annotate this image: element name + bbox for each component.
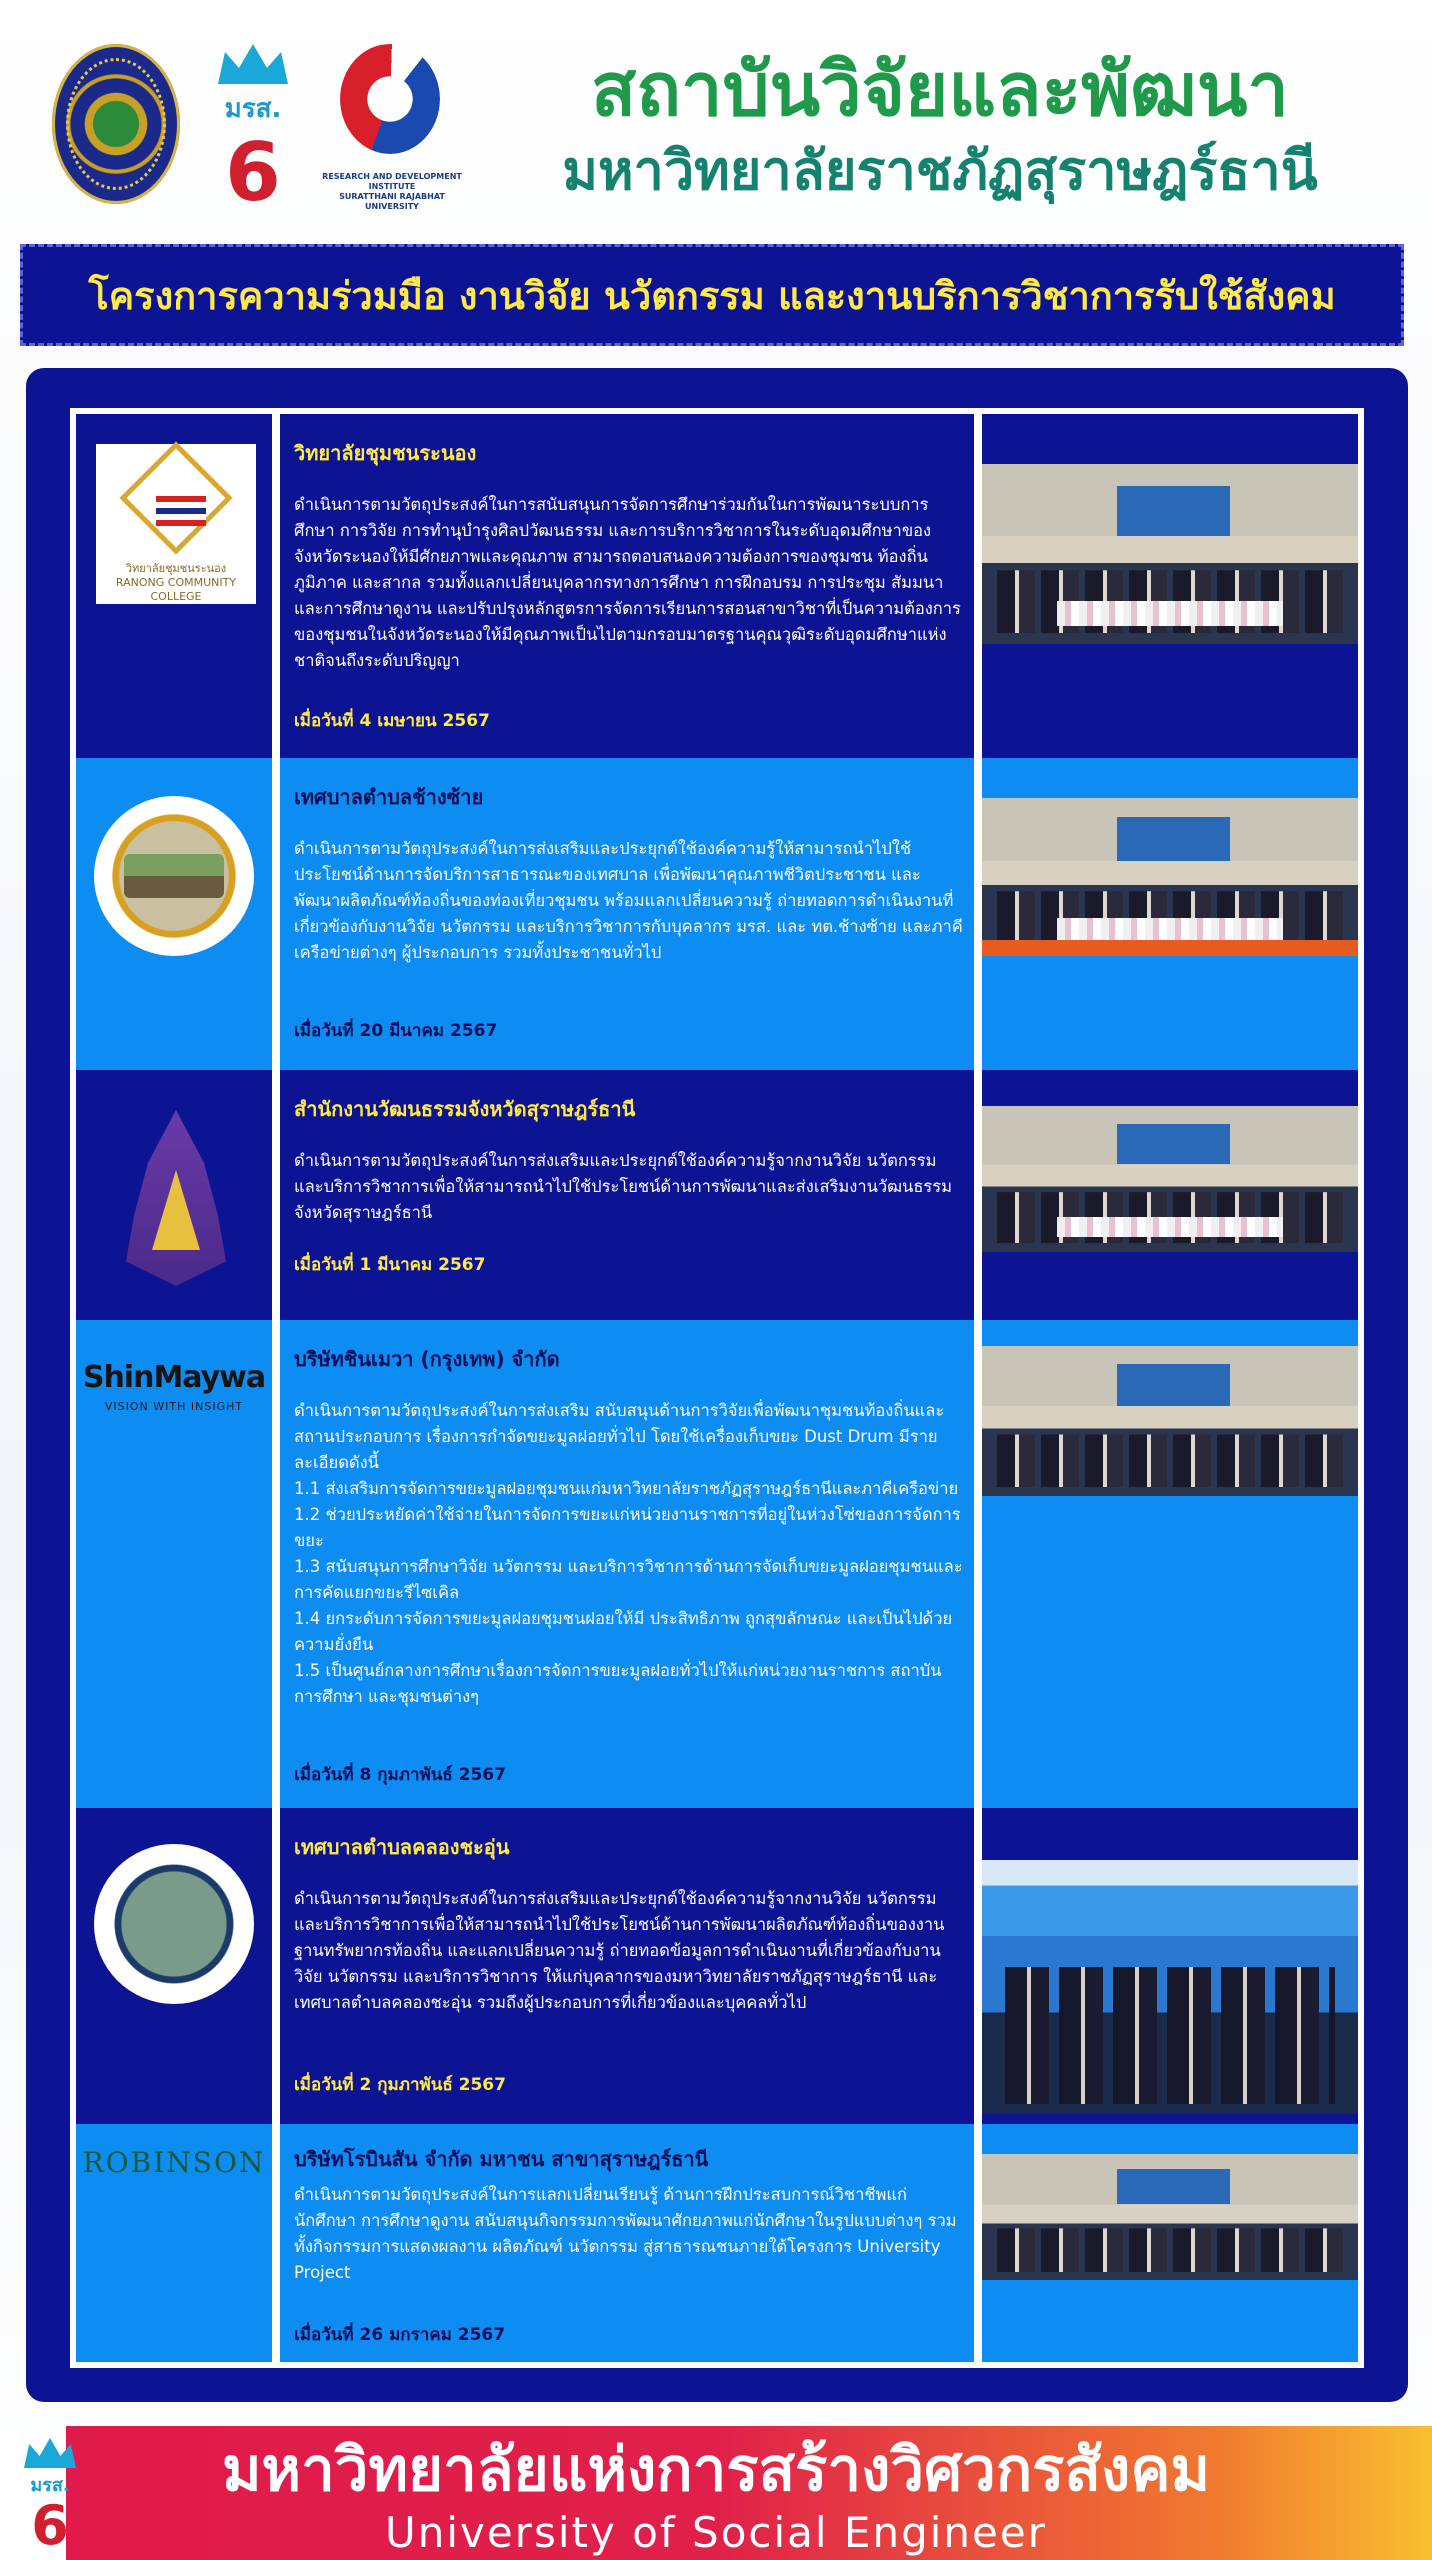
entry-logo-cell xyxy=(76,1808,272,2124)
entry-photo-cell xyxy=(982,1808,1358,2124)
entry-row xyxy=(70,1320,1364,1808)
header xyxy=(0,0,1432,230)
signing-ceremony-photo xyxy=(982,1106,1358,1252)
robinson-logo: ROBINSON xyxy=(82,2146,266,2179)
section-banner xyxy=(20,244,1404,346)
entry-text-cell xyxy=(280,1808,974,2124)
entry-description: ดำเนินการตามวัตถุประสงค์ในการส่งเสริมและประยุกต์ใช้องค์ความรู้ให้สามารถนำไปใช้ประโยชน์ด้านการจัดบริการสาธารณะของเทศบาล เพื่อพัฒนาคุณภาพชีวิตประชาชน และพัฒนาผลิตภัณฑ์ท้องถิ่นของท่องเที่ยวชุมชน พร้อมแลกเปลี่ยนความรู้ ถ่ายทอดการดำเนินงานที่เกี่ยวข้องกับงานวิจัย นวัตกรรม และบริการวิชาการกับบุคลากร มรส. และ ทต.ช้างซ้าย และภาคีเครือข่ายต่างๆ ผู้ประกอบการ รวมทั้งประชาชนทั่วไป xyxy=(294,839,963,962)
mou-signing-photo xyxy=(982,1860,1358,2114)
signing-ceremony-photo xyxy=(982,798,1358,956)
ranong-college-logo xyxy=(96,444,256,604)
mrs-logo-text: มรส. xyxy=(224,94,282,124)
entry-description: ดำเนินการตามวัตถุประสงค์ในการสนับสนุนการจัดการศึกษาร่วมกันในการพัฒนาระบบการศึกษา การวิจัย การทำนุบำรุงศิลปวัฒนธรรม และการบริการวิชาการในระดับอุดมศึกษาของจังหวัดระนองให้มีศักยภาพและคุณภาพ สามารถตอบสนองความต้องการของชุมชน ท้องถิ่น ภูมิภาค และสากล รวมทั้งแลกเปลี่ยนบุคลากรทางการศึกษา การฝึกอบรม การประชุม สัมมนา และการศึกษาดูงาน และปรับปรุงหลักสูตรการจัดการเรียนการสอนสาขาวิชาที่เป็นความต้องการของชุมชนในจังหวัดระนองให้มีคุณภาพเป็นไปตามกรอบมาตรฐานคุณวุฒิระดับอุดมศึกษาแห่งชาติจนถึงระดับปริญญา xyxy=(294,495,961,670)
entry-logo-cell xyxy=(76,1070,272,1320)
entry-description: ดำเนินการตามวัตถุประสงค์ในการแลกเปลี่ยนเรียนรู้ ด้านการฝึกประสบการณ์วิชาชีพแก่นักศึกษา การศึกษาดูงาน สนับสนุนกิจกรรมการพัฒนาศักยภาพแก่นักศึกษาในรูปแบบต่างๆ รวมทั้งกิจกรรมการแสดงผลงาน ผลิตภัณฑ์ นวัตกรรม สู่สาธารณชนภายใต้โครงการ University Project xyxy=(294,2185,957,2282)
shinmaywa-logo: ShinMaywa xyxy=(82,1360,266,1395)
entry-title: เทศบาลตำบลคลองชะอุ่น xyxy=(294,1835,510,1859)
entry-date: เมื่อวันที่ 4 เมษายน 2567 xyxy=(294,711,490,731)
footer-english-slogan: University of Social Engineer xyxy=(385,2508,1047,2557)
page-title: สถาบันวิจัยและพัฒนา xyxy=(591,47,1289,133)
entry-logo-cell xyxy=(76,758,272,1070)
entry-row xyxy=(70,2124,1364,2362)
entry-title: สำนักงานวัฒนธรรมจังหวัดสุราษฎร์ธานี xyxy=(294,1097,636,1121)
ranong-logo-caption: วิทยาลัยชุมชนระนอง RANONG COMMUNITY COLLEGE xyxy=(115,562,237,603)
entry-title: วิทยาลัยชุมชนระนอง xyxy=(294,441,477,465)
entry-logo-cell xyxy=(76,1320,272,1808)
entry-logo-cell xyxy=(76,2124,272,2362)
entry-photo-cell xyxy=(982,414,1358,758)
footer-mrs-number: 6 xyxy=(31,2494,69,2557)
entry-logo-cell xyxy=(76,414,272,758)
mrs-logo-number: 6 xyxy=(225,126,281,219)
crown-icon xyxy=(24,2438,76,2468)
entry-photo-cell xyxy=(982,1320,1358,1808)
content-panel xyxy=(26,368,1408,2402)
entry-date: เมื่อวันที่ 1 มีนาคม 2567 xyxy=(294,1255,486,1275)
entries-table xyxy=(70,408,1364,2368)
entry-title: บริษัทโรบินสัน จำกัด มหาชน สาขาสุราษฎร์ธานี xyxy=(294,2147,709,2171)
entry-photo-cell xyxy=(982,2124,1358,2362)
group-photo xyxy=(982,2154,1358,2280)
entry-text-cell xyxy=(280,1320,974,1808)
entry-description: ดำเนินการตามวัตถุประสงค์ในการส่งเสริมและประยุกต์ใช้องค์ความรู้จากงานวิจัย นวัตกรรม และบริการวิชาการเพื่อให้สามารถนำไปใช้ประโยชน์ด้านการพัฒนาผลิตภัณฑ์ท้องถิ่นของงานฐานทรัพยากรท้องถิ่น และแลกเปลี่ยนความรู้ ถ่ายทอดข้อมูลการดำเนินงานที่เกี่ยวข้องกับงานวิจัย นวัตกรรม และบริการวิชาการ ให้แก่บุคลากรของมหาวิทยาลัยราชภัฏสุราษฎร์ธานี และ เทศบาลตำบลคลองชะอุ่น รวมถึงผู้ประกอบการที่เกี่ยวข้องและบุคคลทั่วไป xyxy=(294,1889,945,2012)
entry-description: ดำเนินการตามวัตถุประสงค์ในการส่งเสริม สนับสนุนด้านการวิจัยเพื่อพัฒนาชุมชนท้องถิ่นและสถานประกอบการ เรื่องการกำจัดขยะมูลฝอยทั่วไป โดยใช้เครื่องเก็บขยะ Dust Drum มีรายละเอียดดังนี้ 1.1 ส่งเสริมการจัดการขยะมูลฝอยชุมชนแก่มหาวิทยาลัยราชภัฏสุราษฎร์ธานีและภาคีเครือข่าย 1.2 ช่วยประหยัดค่าใช้จ่ายในการจัดการขยะแก่หน่วยงานราชการที่อยู่ในห่วงโซ่ของการจัดการขยะ 1.3 สนับสนุนการศึกษาวิจัย นวัตกรรม และบริการวิชาการด้านการจัดเก็บขยะมูลฝอยชุมชนและการคัดแยกขยะรีไซเคิล 1.4 ยกระดับการจัดการขยะมูลฝอยชุมชนฝอยให้มี ประสิทธิภาพ ถูกสุขลักษณะ และเป็นไปด้วยความยั่งยืน 1.5 เป็นศูนย์กลางการศึกษาเรื่องการจัดการขยะมูลฝอยทั่วไปให้แก่หน่วยงานราชการ สถาบันการศึกษา และชุมชนต่างๆ xyxy=(294,1401,963,1706)
signing-ceremony-photo xyxy=(982,464,1358,644)
culture-office-logo xyxy=(126,1110,226,1286)
entry-date: เมื่อวันที่ 26 มกราคม 2567 xyxy=(294,2325,506,2345)
entry-description: ดำเนินการตามวัตถุประสงค์ในการส่งเสริมและประยุกต์ใช้องค์ความรู้จากงานวิจัย นวัตกรรม และบริการวิชาการเพื่อให้สามารถนำไปใช้ประโยชน์ด้านการพัฒนาและส่งเสริมงานวัฒนธรรมจังหวัดสุราษฎร์ธานี xyxy=(294,1151,952,1222)
rdi-swirl-icon xyxy=(340,44,440,154)
banner-text: โครงการความร่วมมือ งานวิจัย นวัตกรรม และงานบริการวิชาการรับใช้สังคม xyxy=(88,273,1336,318)
entry-row xyxy=(70,414,1364,758)
entry-text-cell xyxy=(280,414,974,758)
page-subtitle: มหาวิทยาลัยราชภัฏสุราษฎร์ธานี xyxy=(562,139,1318,202)
entry-date: เมื่อวันที่ 20 มีนาคม 2567 xyxy=(294,1021,498,1041)
entry-text-cell xyxy=(280,1070,974,1320)
footer-mrs-text: มรส. xyxy=(30,2475,70,2496)
entry-text-cell xyxy=(280,758,974,1070)
chang-sai-municipality-logo xyxy=(94,796,254,956)
entry-row xyxy=(70,1808,1364,2124)
university-seal-logo xyxy=(52,44,180,204)
footer xyxy=(0,2426,1432,2560)
rdi-logo-caption: RESEARCH AND DEVELOPMENT INSTITUTE SURATTHANI RAJABHAT UNIVERSITY xyxy=(322,172,462,211)
group-photo xyxy=(982,1346,1358,1496)
entry-date: เมื่อวันที่ 8 กุมภาพันธ์ 2567 xyxy=(294,1765,506,1785)
shinmaywa-tagline: VISION WITH INSIGHT xyxy=(104,1400,244,1413)
mrs-6-logo xyxy=(208,44,298,219)
footer-thai-slogan: มหาวิทยาลัยแห่งการสร้างวิศวกรสังคม xyxy=(221,2435,1211,2505)
rdi-logo xyxy=(322,44,462,211)
khlong-cha-un-municipality-logo xyxy=(94,1844,254,2004)
crown-icon xyxy=(218,44,288,84)
entry-row xyxy=(70,758,1364,1070)
entry-photo-cell xyxy=(982,758,1358,1070)
entry-photo-cell xyxy=(982,1070,1358,1320)
footer-mrs-logo xyxy=(18,2438,82,2556)
entry-row xyxy=(70,1070,1364,1320)
entry-title: บริษัทชินเมวา (กรุงเทพ) จำกัด xyxy=(294,1347,560,1371)
entry-text-cell xyxy=(280,2124,974,2362)
entry-title: เทศบาลตำบลช้างซ้าย xyxy=(294,785,484,809)
entry-date: เมื่อวันที่ 2 กุมภาพันธ์ 2567 xyxy=(294,2075,506,2095)
